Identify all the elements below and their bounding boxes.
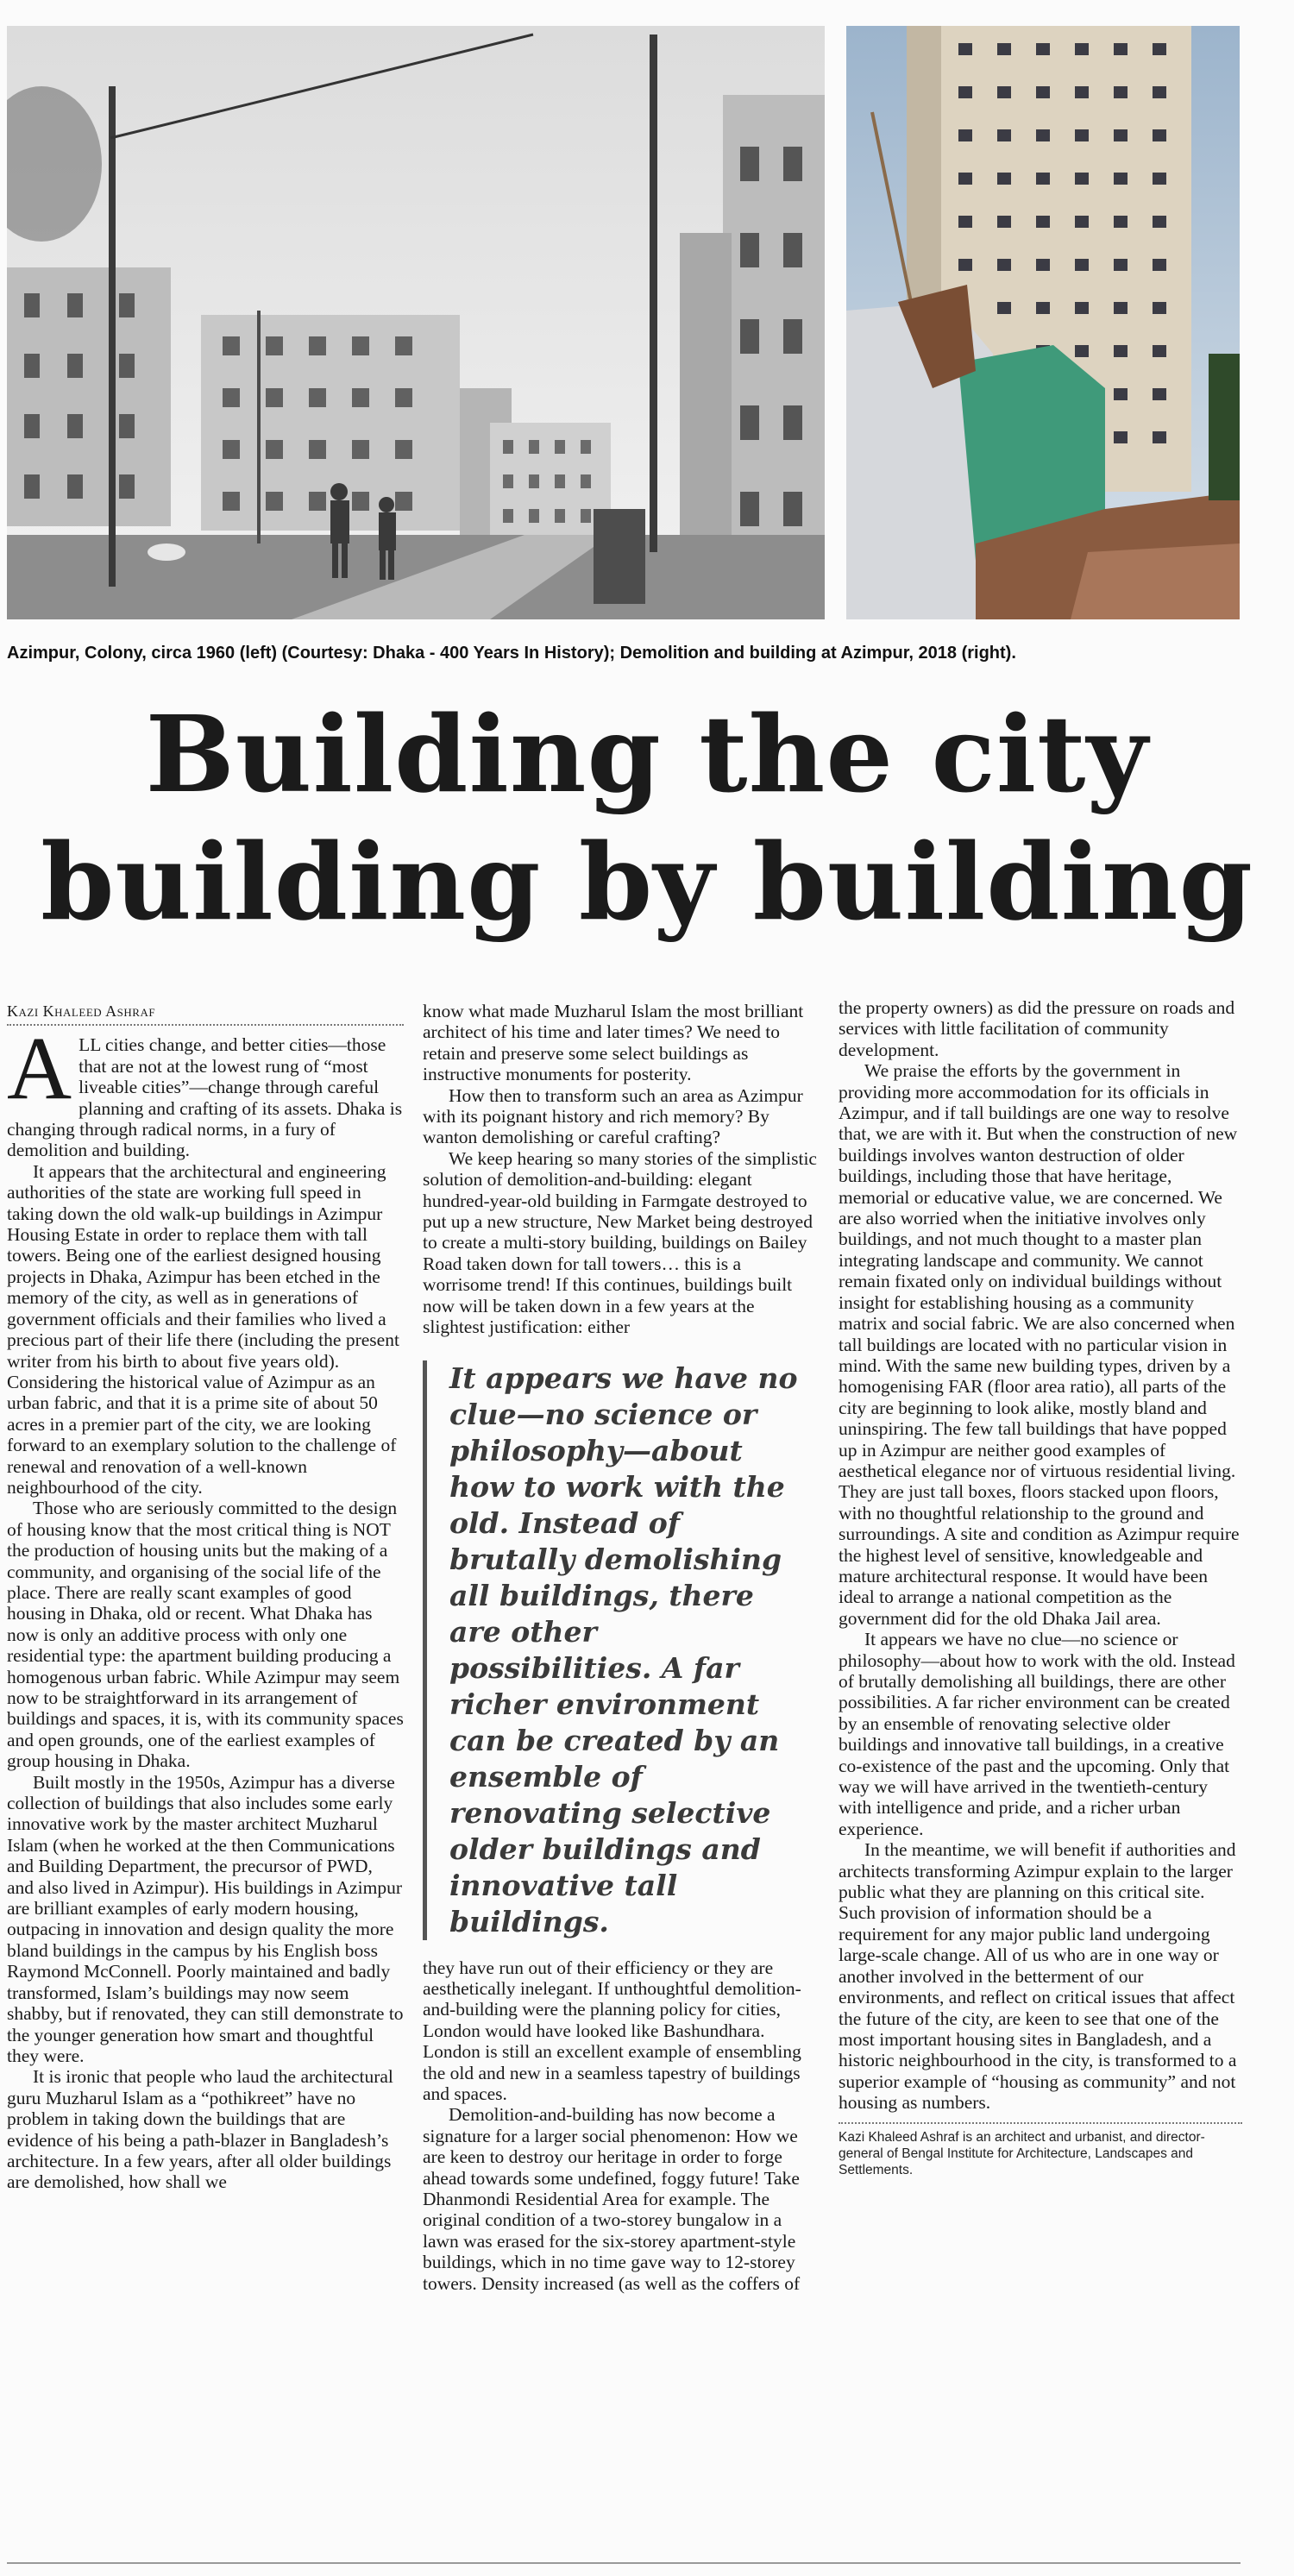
photo-caption: Azimpur, Colony, circa 1960 (left) (Courtesy: Dhaka - 400 Years In History); Demolition and building at Azimpur, 2018 (right).: [7, 644, 1016, 663]
article-column-3: [839, 997, 1242, 2178]
drop-cap: A: [7, 1019, 72, 1119]
paragraph: We keep hearing so many stories of the simplistic solution of demolition-and-building: elegant hundred-year-old building in Farmgate destroyed to put up a new structure, New Market being destroyed to create a multi-story building, buildings on Bailey Road taken down for tall towers… this is a worrisome trend! If this continues, buildings built now will be taken down in a few years at the slightest justification: either: [423, 1147, 817, 1338]
paragraph: It is ironic that people who laud the architectural guru Muzharul Islam as a “pothikreet” have no problem in taking down the buildings that are evidence of his being a path-blazer in Bangladesh’s architecture. In a few years, after all older buildings are demolished, how shall we: [7, 2066, 393, 2193]
demolition-scene-image: [846, 26, 1240, 619]
paragraph: Built mostly in the 1950s, Azimpur has a diverse collection of buildings that also includes some early innovative work by the master architect Muzharul Islam (when he worked at the then Communications and Building Department, the precursor of PWD, and also lived in Azimpur). His buildings in Azimpur are brilliant examples of early modern housing, outpacing in innovation and design quality the more bland buildings in the campus by his English boss Raymond McConnell. Poorly maintained and badly transformed, Islam’s buildings may now seem shabby, but if renovated, they can still demonstrate to the younger generation how smart and thoughtful they were.: [7, 1771, 404, 2066]
paragraph-1: [7, 1019, 404, 1161]
paragraph: Those who are seriously committed to the design of housing know that the most critical thing is NOT the production of housing units but the making of a community, and organising of the social life of the place. There are really scant examples of good housing in Dhaka, old or recent. What Dhaka has now is only an additive process with only one residential type: the apartment building producing a homogenous urban fabric. While Azimpur may seem now to be straightforward in its arrangement of buildings and spaces, it is, with its community spaces and open grounds, one of the earliest examples of group housing in Dhaka.: [7, 1498, 404, 1772]
paragraph: In the meantime, we will benefit if authorities and architects transforming Azimpur explain to the larger public what they are planning on this critical site. Such provision of information should be a requirement for any major public land undergoing large-scale change. All of us who are in one way or another involved in the betterment of our environments, and reflect on critical issues that affect the future of the city, are keen to see that one of the most important housing sites in Bangladesh, and a historic neighbourhood in the city, is transformed to a superior example of “housing as community” and not housing as numbers.: [839, 1839, 1237, 2114]
photo-azimpur-demolition-2018: [846, 26, 1240, 619]
article-column-1: [7, 1001, 404, 2193]
pull-quote: It appears we have no clue—no science or philosophy—about how to work with the old. Instead of brutally demolishing all buildings, there are other possibilities. A far richer environment can be created by an ensemble of renovating selective older buildings and innovative tall buildings.: [423, 1360, 802, 1940]
paragraph: they have run out of their efficiency or they are aesthetically inelegant. If unthoughtful demolition-and-building were the planning policy for cities, London would have looked like Bashundhara. London is still an excellent example of ensembling the old and new in a seamless tapestry of buildings and spaces.: [423, 1957, 801, 2104]
paragraph: Demolition-and-building has now become a signature for a larger social phenomenon: How we are keen to destroy our heritage in order to forge ahead towards some undefined, foggy future! Take Dhanmondi Residential Area for example. The original condition of a two-storey bungalow in a lawn was erased for the six-storey apartment-style buildings, which in no time gave way to 12-storey towers. Density increased (as well as the coffers of: [423, 2104, 801, 2294]
article-column-2: [423, 1001, 820, 2294]
paragraph: know what made Muzharul Islam the most brilliant architect of his time and later times? We need to retain and preserve some select buildings as instructive monuments for posterity.: [423, 1001, 804, 1085]
paragraph: the property owners) as did the pressure on roads and services with little facilitation of community development.: [839, 997, 1235, 1060]
paragraph: We praise the efforts by the government in providing more accommodation for its officials in Azimpur, and if tall buildings are one way to resolve that, we are with it. But when the construction of new buildings involves wanton destruction of older buildings, including those that have heritage, memorial or educative value, we are concerned. We are also worried when the initiative involves only buildings, and not much thought to a master plan integrating landscape and community. We cannot remain fixated only on individual buildings without insight for establishing housing as a community matrix and social fabric. We are also concerned when tall buildings are located with no particular vision in mind. With the same new building types, driven by a homogenising FAR (floor area ratio), all parts of the city are beginning to look alike, mostly bland and uninspiring. The few tall buildings that have popped up in Azimpur are neither good examples of aesthetical elegance nor of virtuous residential living. They are just tall boxes, floors stacked upon floors, with no thoughtful relationship to the ground and surroundings. A site and condition as Azimpur require the highest level of sensitive, knowledgeable and mature architectural response. It would have been ideal to arrange a national competition as the government did for the old Dhaka Jail area.: [839, 1060, 1240, 1629]
street-scene-image: [7, 26, 825, 619]
paragraph: How then to transform such an area as Azimpur with its poignant history and rich memory? By wanton demolishing or careful crafting?: [423, 1084, 803, 1148]
bottom-rule: [7, 2562, 1241, 2564]
headline-line-2: building by building: [41, 820, 1253, 944]
byline: Kazi Khaleed Ashraf: [7, 1001, 404, 1026]
headline-line-1: Building the city: [145, 692, 1149, 816]
paragraph-1-text: LL cities change, and better cities—those that are not at the lowest rung of “most liveable cities”—change through careful planning and crafting of its assets. Dhaka is changing through radical norms, in a fury of demolition and building.: [7, 1034, 403, 1161]
author-note: Kazi Khaleed Ashraf is an architect and urbanist, and director-general of Bengal Institute for Architecture, Landscapes and Settlements.: [839, 2122, 1242, 2178]
photo-azimpur-colony-1960: [7, 26, 825, 619]
headline: [0, 690, 1294, 946]
paragraph: It appears we have no clue—no science or philosophy—about how to work with the old. Instead of brutally demolishing all buildings, there are other possibilities. A far richer environment can be created by an ensemble of renovating selective older buildings and innovative tall buildings, in a creative co-existence of the past and the upcoming. Only that way we will have arrived in the twentieth-century with intelligence and pride, and a richer urban experience.: [839, 1629, 1235, 1839]
paragraph: It appears that the architectural and engineering authorities of the state are working full speed in taking down the old walk-up buildings in Azimpur Housing Estate in order to replace them with tall towers. Being one of the earliest designed housing projects in Dhaka, Azimpur has been etched in the memory of the city, as well as in generations of government officials and their families who lived a precious part of their life there (including the present writer from his birth to about five years old). Considering the historical value of Azimpur as an urban fabric, and that it is a prime site of about 50 acres in a premier part of the city, we are looking forward to an exemplary solution to the challenge of renewal and renovation of a well-known neighbourhood of the city.: [7, 1160, 399, 1498]
